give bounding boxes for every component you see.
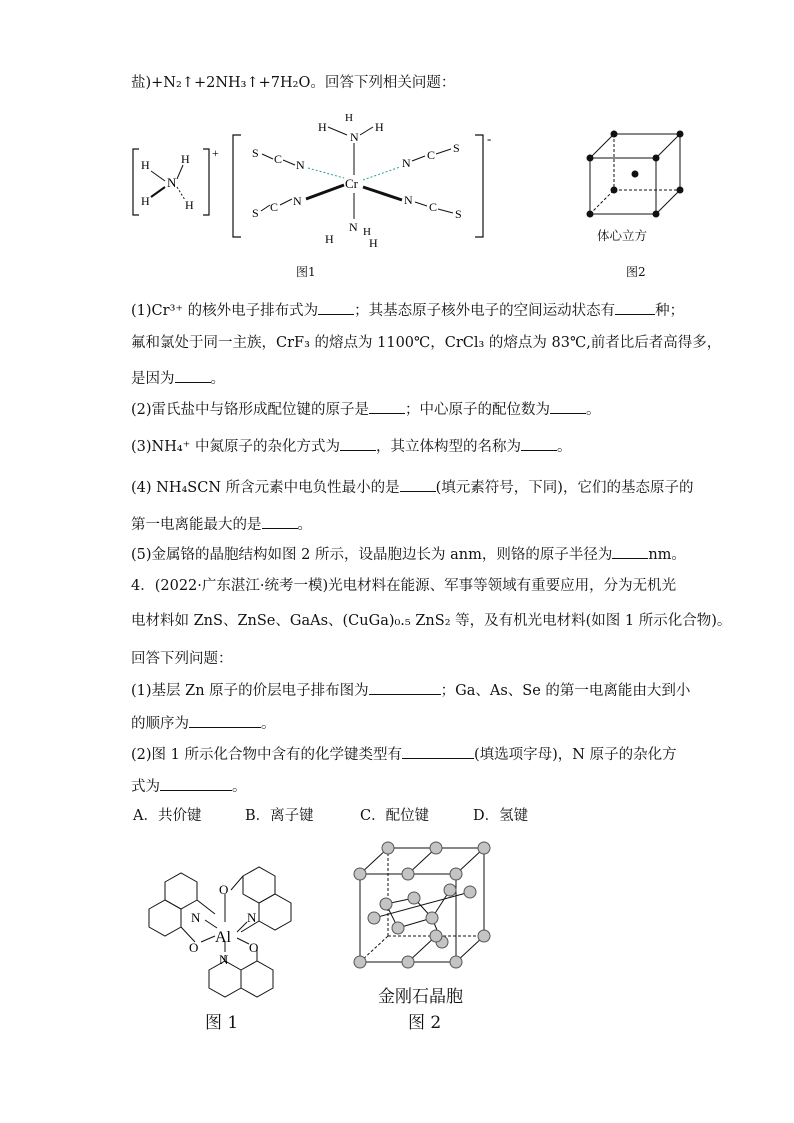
- bcc-label: 体心立方: [597, 228, 648, 243]
- p4-q2-line2: 式为 。: [131, 776, 247, 797]
- top-h1: H: [318, 120, 327, 134]
- p4-q2-line1: (2)图 1 所示化合物中含有的化学键类型有 (填选项字母)，N 原子的杂化方: [131, 744, 677, 765]
- top-figure-1-caption: 图1: [296, 265, 316, 279]
- q4-line1: (4) NH₄SCN 所含元素中电负性最小的是 (填元素符号，下同)，它们的基态原子的: [131, 477, 693, 498]
- rl-n: N: [404, 193, 413, 207]
- p4-q1-line1: (1)基层 Zn 原子的价层电子排布图为 ；Ga、As、Se 的第一电离能由大到小: [131, 680, 690, 701]
- bottom-n: N: [349, 220, 358, 234]
- q2-line: (2)雷氏盐中与铬形成配位键的原子是 ；中心原子的配位数为 。: [131, 399, 601, 420]
- alq-o-left: O: [189, 940, 199, 955]
- left-bracket: [133, 149, 139, 215]
- top-h3: H: [345, 112, 353, 124]
- alq-o-top: O: [219, 882, 229, 897]
- nh4-n: N: [167, 175, 177, 190]
- cation-charge: +: [212, 146, 219, 160]
- right-bracket: [203, 149, 209, 215]
- intro-line: [131, 73, 455, 93]
- intro-text: 盐)+N₂↑+2NH₃↑+7H₂O。回答下列相关问题：: [131, 75, 456, 91]
- option-c: C．配位键: [360, 808, 430, 824]
- alq-n-left: N: [191, 910, 201, 925]
- q4-line2: 第一电离能最大的是 。: [131, 514, 312, 535]
- cr-atom: Cr: [345, 176, 358, 191]
- top-n: N: [350, 130, 359, 144]
- alq-n-bottom: N: [219, 952, 229, 967]
- top-figure-2-caption: 图2: [626, 265, 646, 279]
- q1-line1: (1)Cr³⁺ 的核外电子排布式为 ；其基态原子核外电子的空间运动状态有 种；: [131, 300, 684, 321]
- option-a: A．共价键: [133, 808, 202, 824]
- ru-n: N: [402, 156, 411, 170]
- bottom-h1: H: [325, 232, 334, 246]
- bottom-figure-2-caption: 图 2: [408, 1013, 442, 1033]
- ll-n: N: [293, 194, 302, 208]
- rl-s: S: [455, 207, 462, 221]
- nh4-h4: H: [185, 198, 194, 212]
- bottom-h2: H: [369, 236, 378, 250]
- bottom-h3: H: [363, 226, 371, 238]
- p4-q1-line2: 的顺序为 。: [131, 713, 276, 734]
- q3-line: (3)NH₄⁺ 中氮原子的杂化方式为 ，其立体构型的名称为 。: [131, 436, 571, 457]
- problem4-line1: 4．(2022·广东湛江·统考一模)光电材料在能源、军事等领域有重要应用，分为无机光: [131, 578, 677, 594]
- ll-s: S: [252, 206, 259, 220]
- figure-bcc-cube: [582, 128, 692, 238]
- nh4-h3: H: [181, 152, 190, 166]
- figure-diamond-cell: [350, 840, 500, 970]
- problem4-line3: 回答下列问题：: [131, 651, 233, 667]
- option-d: D．氢键: [473, 808, 529, 824]
- alq-al: Al: [215, 929, 231, 946]
- figure-alq3: [145, 860, 305, 1000]
- nh4-h1: H: [141, 158, 150, 172]
- lu-c: C: [274, 152, 283, 166]
- lu-s: S: [252, 146, 259, 160]
- figure-reinecke-salt: [125, 105, 505, 255]
- ru-c: C: [427, 148, 436, 162]
- top-h2: H: [375, 120, 384, 134]
- nh4-h2: H: [141, 194, 150, 208]
- diamond-label: 金刚石晶胞: [378, 987, 463, 1007]
- q1-line3: 是因为 。: [131, 368, 225, 389]
- alq-n-right: N: [247, 910, 257, 925]
- ll-c: C: [270, 200, 279, 214]
- alq-o-right: O: [249, 940, 259, 955]
- bottom-figure-1-caption: 图 1: [205, 1013, 239, 1033]
- anion-charge: -: [487, 131, 492, 146]
- option-b: B．离子键: [245, 808, 314, 824]
- q5-line: (5)金属铬的晶胞结构如图 2 所示，设晶胞边长为 anm，则铬的原子半径为 nm。: [131, 544, 686, 565]
- rl-c: C: [429, 200, 438, 214]
- q1-line2: 氟和氯处于同一主族，CrF₃ 的熔点为 1100℃，CrCl₃ 的熔点为 83℃,前者比后者高得多，: [131, 335, 722, 351]
- lu-n: N: [296, 158, 305, 172]
- problem4-line2: 电材料如 ZnS、ZnSe、GaAs、(CuGa)₀.₅ ZnS₂ 等，及有机光电材料(如图 1 所示化合物)。: [131, 613, 732, 629]
- ru-s: S: [453, 141, 460, 155]
